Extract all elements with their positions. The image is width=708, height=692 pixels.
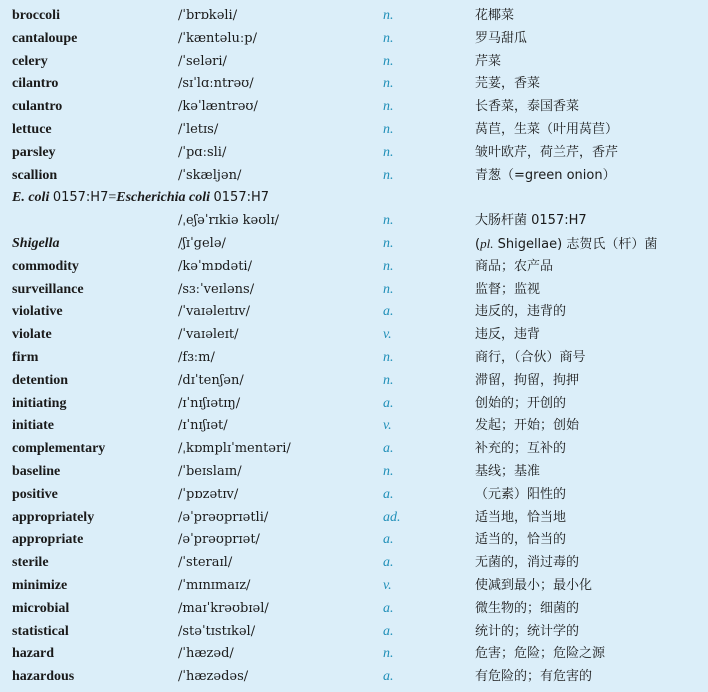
entry-pronunciation: /ˈmɪnɪmaɪz/ xyxy=(178,577,251,593)
entry-word: cilantro xyxy=(12,76,59,92)
entry-pronunciation: /kəˈlæntrəʊ/ xyxy=(178,99,258,115)
entry-part-of-speech: n. xyxy=(383,30,394,46)
glossary-row xyxy=(0,507,708,530)
entry-pronunciation: /stəˈtɪstɪkəl/ xyxy=(178,623,256,639)
entry-meaning xyxy=(475,233,657,257)
entry-part-of-speech: a. xyxy=(383,304,394,320)
entry-meaning: 适当地，恰当地 xyxy=(475,509,567,525)
glossary-row xyxy=(0,96,708,119)
meaning-text: Shigellae) 志贺氏（杆）菌 xyxy=(493,236,658,252)
entry-pronunciation: /ˈpɒzətɪv/ xyxy=(178,486,239,502)
entry-meaning: 芫荽，香菜 xyxy=(475,76,541,92)
glossary-row xyxy=(0,575,708,598)
entry-pronunciation: /ˈletɪs/ xyxy=(178,121,219,137)
entry-part-of-speech: v. xyxy=(383,577,392,593)
entry-part-of-speech: a. xyxy=(383,532,394,548)
entry-word: celery xyxy=(12,53,48,69)
entry-word: sterile xyxy=(12,555,49,571)
glossary-row xyxy=(0,666,708,689)
entry-part-of-speech: n. xyxy=(383,8,394,23)
entry-pronunciation: /ˈseləri/ xyxy=(178,53,227,69)
entry-meaning: 长香菜，泰国香菜 xyxy=(475,99,580,115)
entry-part-of-speech: n. xyxy=(383,99,394,115)
ecoli-full-name: Escherichia coli xyxy=(116,190,210,206)
glossary-row xyxy=(0,347,708,370)
entry-pronunciation: /ˌeʃəˈrɪkiə kəʊlɪ/ xyxy=(178,213,280,229)
entry-pronunciation: /fɜːm/ xyxy=(178,349,215,365)
entry-word: broccoli xyxy=(12,8,60,23)
glossary-row xyxy=(0,438,708,461)
entry-word: violative xyxy=(12,304,63,320)
glossary-row xyxy=(0,461,708,484)
entry-pronunciation: /ˈpɑːsli/ xyxy=(178,144,227,160)
entry-meaning: 使减到最小；最小化 xyxy=(475,577,593,593)
ecoli-heading xyxy=(12,187,269,210)
entry-part-of-speech: a. xyxy=(383,600,394,616)
entry-meaning: 商行，（合伙）商号 xyxy=(475,349,586,365)
entry-part-of-speech: v. xyxy=(383,327,392,343)
entry-meaning: 有危险的；有危害的 xyxy=(475,669,593,685)
entry-pronunciation: /ˈsteraɪl/ xyxy=(178,555,233,571)
entry-word: scallion xyxy=(12,167,58,183)
entry-meaning: 统计的；统计学的 xyxy=(475,623,580,639)
entry-meaning: 监督；监视 xyxy=(475,281,541,297)
entry-meaning: 违反，违背 xyxy=(475,327,541,343)
entry-word: firm xyxy=(12,349,39,365)
ecoli-equals: = xyxy=(108,190,117,206)
entry-pronunciation: /dɪˈtenʃən/ xyxy=(178,372,244,388)
entry-word: surveillance xyxy=(12,281,84,297)
glossary-row xyxy=(0,73,708,96)
entry-pronunciation: /ˈbrɒkəli/ xyxy=(178,8,238,23)
ecoli-heading-row xyxy=(0,187,708,210)
glossary-row xyxy=(0,393,708,416)
entry-word: positive xyxy=(12,486,58,502)
entry-part-of-speech: n. xyxy=(383,235,394,251)
glossary-row xyxy=(0,484,708,507)
entry-meaning: 基线；基准 xyxy=(475,463,541,479)
entry-pronunciation: /ˌkɒmplɪˈmentəri/ xyxy=(178,441,291,457)
entry-pronunciation: /ʃɪˈgelə/ xyxy=(178,235,226,251)
entry-part-of-speech: n. xyxy=(383,349,394,365)
entry-pronunciation: /ˈbeɪslaɪn/ xyxy=(178,463,242,479)
glossary-row xyxy=(0,210,708,233)
glossary-row xyxy=(0,301,708,324)
glossary-row xyxy=(0,279,708,302)
ecoli-full-strain: 0157:H7 xyxy=(213,190,270,206)
entry-pronunciation: /ˈkæntəluːp/ xyxy=(178,30,257,46)
glossary-row xyxy=(0,233,708,256)
entry-meaning: 微生物的；细菌的 xyxy=(475,600,580,616)
entry-pronunciation: /ɪˈnɪʃɪətɪŋ/ xyxy=(178,395,241,411)
entry-pronunciation: /ˈvaɪəleɪtɪv/ xyxy=(178,304,251,320)
entry-part-of-speech: a. xyxy=(383,441,394,457)
entry-word: commodity xyxy=(12,258,79,274)
glossary-row xyxy=(0,529,708,552)
entry-pronunciation: /sɜːˈveɪləns/ xyxy=(178,281,255,297)
entry-pronunciation: /maɪˈkrəʊbɪəl/ xyxy=(178,600,269,616)
entry-word: minimize xyxy=(12,577,68,593)
entry-word: initiating xyxy=(12,395,67,411)
entry-part-of-speech: n. xyxy=(383,144,394,160)
entry-part-of-speech: v. xyxy=(383,418,392,434)
entry-part-of-speech: a. xyxy=(383,669,394,685)
entry-part-of-speech: a. xyxy=(383,395,394,411)
entry-word: baseline xyxy=(12,463,61,479)
glossary-row xyxy=(0,51,708,74)
entry-part-of-speech: a. xyxy=(383,486,394,502)
entry-part-of-speech: a. xyxy=(383,623,394,639)
entry-pronunciation: /ˈvaɪəleɪt/ xyxy=(178,327,239,343)
entry-part-of-speech: n. xyxy=(383,76,394,92)
glossary-row xyxy=(0,643,708,666)
glossary-row xyxy=(0,5,708,28)
entry-meaning: 罗马甜瓜 xyxy=(475,30,528,46)
entry-part-of-speech: n. xyxy=(383,372,394,388)
entry-meaning: 青葱（=green onion） xyxy=(475,167,616,183)
entry-word: detention xyxy=(12,372,68,388)
entry-pronunciation: /ˈhæzədəs/ xyxy=(178,669,249,685)
entry-word: appropriate xyxy=(12,532,84,548)
entry-pronunciation: /əˈprəʊprɪət/ xyxy=(178,532,260,548)
meaning-open-paren: ( xyxy=(475,236,481,252)
ecoli-strain: 0157:H7 xyxy=(52,190,109,206)
entry-meaning: 危害；危险；危险之源 xyxy=(475,646,606,662)
entry-pronunciation: /ˈskæljən/ xyxy=(178,167,242,183)
entry-part-of-speech: n. xyxy=(383,121,394,137)
glossary-row xyxy=(0,256,708,279)
glossary-row xyxy=(0,415,708,438)
entry-part-of-speech: n. xyxy=(383,167,394,183)
entry-word: complementary xyxy=(12,441,106,457)
entry-meaning: 无菌的，消过毒的 xyxy=(475,555,580,571)
entry-meaning: 适当的，恰当的 xyxy=(475,532,567,548)
glossary-row xyxy=(0,370,708,393)
entry-word: microbial xyxy=(12,600,70,616)
entry-part-of-speech: n. xyxy=(383,646,394,662)
entry-word: appropriately xyxy=(12,509,95,525)
entry-part-of-speech: ad. xyxy=(383,509,401,525)
entry-pronunciation: /ˈhæzəd/ xyxy=(178,646,234,662)
entry-word: initiate xyxy=(12,418,54,434)
meaning-plural-abbrev: pl. xyxy=(480,235,494,251)
entry-meaning: （元素）阳性的 xyxy=(475,486,567,502)
glossary-row xyxy=(0,324,708,347)
entry-word: Shigella xyxy=(12,235,60,251)
entry-word: violate xyxy=(12,327,52,343)
glossary-row xyxy=(0,165,708,188)
entry-pronunciation: /kəˈmɒdəti/ xyxy=(178,258,252,274)
entry-pronunciation: /əˈprəʊprɪətli/ xyxy=(178,509,269,525)
entry-part-of-speech: n. xyxy=(383,213,394,229)
entry-meaning: 滞留，拘留，拘押 xyxy=(475,372,580,388)
glossary-row xyxy=(0,28,708,51)
entry-pronunciation: /sɪˈlɑːntrəʊ/ xyxy=(178,76,254,92)
entry-meaning: 补充的；互补的 xyxy=(475,441,567,457)
entry-word: lettuce xyxy=(12,121,52,137)
ecoli-term: E. coli xyxy=(12,190,50,206)
entry-word: hazard xyxy=(12,646,54,662)
glossary-row xyxy=(0,621,708,644)
entry-meaning: 大肠杆菌 0157:H7 xyxy=(475,213,587,229)
entry-part-of-speech: a. xyxy=(383,555,394,571)
entry-meaning: 发起；开始；创始 xyxy=(475,418,580,434)
entry-meaning: 商品；农产品 xyxy=(475,258,554,274)
entry-part-of-speech: n. xyxy=(383,281,394,297)
entry-meaning: 违反的，违背的 xyxy=(475,304,567,320)
glossary-row xyxy=(0,119,708,142)
glossary-block-2 xyxy=(0,256,708,689)
entry-part-of-speech: n. xyxy=(383,258,394,274)
entry-part-of-speech: n. xyxy=(383,463,394,479)
entry-meaning: 皱叶欧芹，荷兰芹，香芹 xyxy=(475,144,619,160)
entry-meaning: 花椰菜 xyxy=(475,8,515,23)
entry-meaning: 创始的；开创的 xyxy=(475,395,567,411)
glossary-row xyxy=(0,552,708,575)
entry-part-of-speech: n. xyxy=(383,53,394,69)
entry-word: parsley xyxy=(12,144,56,160)
glossary-row xyxy=(0,142,708,165)
entry-word: statistical xyxy=(12,623,69,639)
entry-word: hazardous xyxy=(12,669,75,685)
entry-meaning: 芹菜 xyxy=(475,53,502,69)
entry-meaning: 莴苣，生菜（叶用莴苣） xyxy=(475,121,619,137)
glossary-row xyxy=(0,598,708,621)
entry-pronunciation: /ɪˈnɪʃɪət/ xyxy=(178,418,228,434)
entry-word: cantaloupe xyxy=(12,30,78,46)
entry-word: culantro xyxy=(12,99,63,115)
